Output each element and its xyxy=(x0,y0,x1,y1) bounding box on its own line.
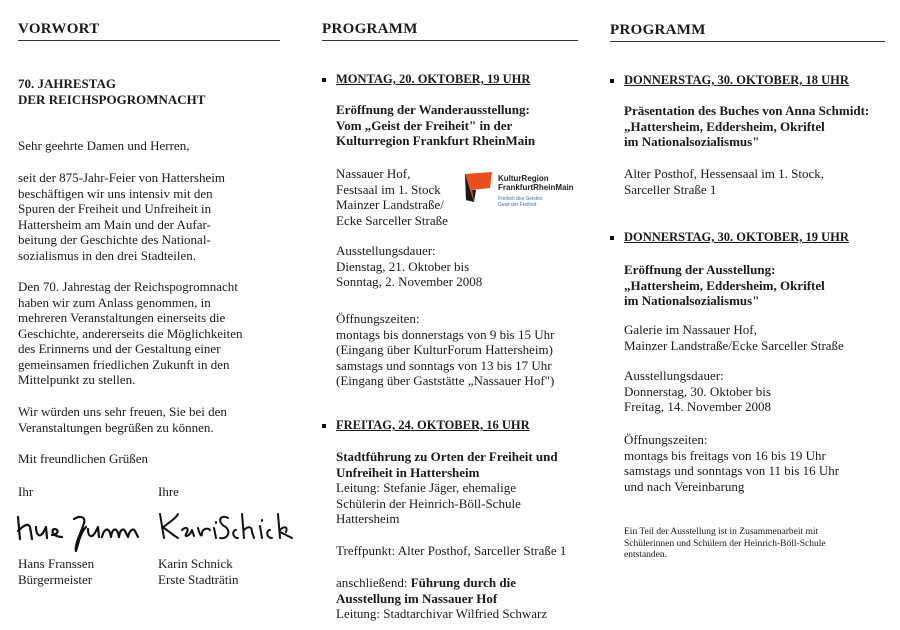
event-title xyxy=(624,262,886,309)
logo-tag2: Geist der Freiheit xyxy=(498,202,537,208)
heading-line: 70. JAHRESTAG xyxy=(18,76,116,91)
text-line: (Eingang über Gaststätte „Nassauer Hof") xyxy=(336,373,555,388)
signature-schnick xyxy=(156,508,296,548)
text-line: Eröffnung der Wanderausstellung: xyxy=(336,102,530,117)
text-line: Unfreiheit in Hattersheim xyxy=(336,464,480,480)
event-heading-donnerstag-18 xyxy=(610,73,849,88)
flag-icon xyxy=(462,170,496,204)
text-line: Hattersheim xyxy=(336,511,400,526)
logo-line1: KulturRegion xyxy=(498,174,549,183)
text-line: Sarceller Straße 1 xyxy=(624,181,717,197)
text-line: „Hattersheim, Eddersheim, Okriftel xyxy=(624,118,825,134)
text-line: und nach Vereinbarung xyxy=(624,478,745,494)
text-line: samstags und sonntags von 13 bis 17 Uhr xyxy=(336,357,552,373)
text-line: Alter Posthof, Hessensaal im 1. Stock, xyxy=(624,166,825,181)
greeting: Sehr geehrte Damen und Herren, xyxy=(18,138,190,153)
text-line: Öffnungszeiten: xyxy=(624,432,708,447)
event-heading-montag xyxy=(322,72,530,87)
event-title xyxy=(336,449,586,480)
event-duration xyxy=(336,243,482,290)
heading-jahrestag xyxy=(18,76,205,107)
signer2-name: Karin Schnick xyxy=(158,556,233,571)
column-title: PROGRAMM xyxy=(322,21,418,37)
text-line: Galerie im Nassauer Hof, xyxy=(624,322,757,337)
text-line: entstanden. xyxy=(624,550,668,560)
event-meeting-point: Treffpunkt: Alter Posthof, Sarceller Straße 1 xyxy=(336,543,567,558)
event-venue xyxy=(624,166,886,197)
text-line: seit der 875-Jahr-Feier von Hattersheim xyxy=(18,170,225,185)
header-rule xyxy=(610,41,885,42)
followup-title-2: Ausstellung im Nassauer Hof xyxy=(336,590,498,606)
text-line: Ein Teil der Ausstellung ist in Zusammenarbeit mit xyxy=(624,527,819,537)
text-line: Mittelpunkt zu stellen. xyxy=(18,372,136,387)
text-line: Vom „Geist der Freiheit" in der xyxy=(336,117,513,133)
event-date: MONTAG, 20. OKTOBER, 19 UHR xyxy=(336,72,531,86)
followup-lead: Leitung: Stadtarchivar Wilfried Schwarz xyxy=(336,606,548,621)
text-line: Kulturregion Frankfurt RheinMain xyxy=(336,133,536,148)
header-rule xyxy=(18,40,280,41)
event-followup xyxy=(336,575,586,622)
text-line: Spuren der Freiheit und Unfreiheit in xyxy=(18,201,212,216)
logo-tagline xyxy=(498,196,542,208)
event-venue xyxy=(624,322,886,353)
event-date: DONNERSTAG, 30. OKTOBER, 19 UHR xyxy=(624,230,849,244)
event-date: FREITAG, 24. OKTOBER, 16 UHR xyxy=(336,418,530,432)
event-heading-donnerstag-19 xyxy=(610,230,849,245)
text-line: gemeinsamen friedlichen Zukunft in den xyxy=(18,356,230,372)
text-line: mehreren Veranstaltungen einerseits die xyxy=(18,310,226,325)
text-line: Ausstellungsdauer: xyxy=(336,243,436,258)
event-title xyxy=(624,103,886,150)
text-line: Stadtführung zu Orten der Freiheit und xyxy=(336,449,558,464)
text-line: montags bis donnerstags von 9 bis 15 Uhr xyxy=(336,326,555,342)
text-line: Dienstag, 21. Oktober bis xyxy=(336,258,470,274)
signer1-prefix: Ihr xyxy=(18,484,34,499)
text-line: Geschichte, andererseits die Möglichkeiten xyxy=(18,325,243,341)
paragraph-intro xyxy=(18,170,225,263)
text-line: sozialismus in den drei Stadteilen. xyxy=(18,247,196,263)
event-date: DONNERSTAG, 30. OKTOBER, 18 UHR xyxy=(624,73,849,87)
signer2-role: Erste Stadträtin xyxy=(158,571,239,587)
text-line: Hattersheim am Main und der Aufar- xyxy=(18,216,211,232)
text-line: Freitag, 14. November 2008 xyxy=(624,399,771,414)
column-title: VORWORT xyxy=(18,21,100,37)
header-rule xyxy=(322,40,578,41)
text-line: Schülerin der Heinrich-Böll-Schule xyxy=(336,495,521,511)
text-line: Wir würden uns sehr freuen, Sie bei den xyxy=(18,404,227,419)
signer1-name: Hans Franssen xyxy=(18,556,95,571)
text-line: Sonntag, 2. November 2008 xyxy=(336,274,483,289)
paragraph-einladung xyxy=(18,404,227,435)
text-line: Den 70. Jahrestag der Reichspogromnacht xyxy=(18,279,238,294)
text-line: Mainzer Landstraße/ xyxy=(336,197,444,212)
heading-line: DER REICHSPOGROMNACHT xyxy=(18,91,206,107)
text-line: haben wir zum Anlass genommen, in xyxy=(18,294,211,310)
event-hours xyxy=(336,311,586,389)
text-line: Präsentation des Buches von Anna Schmidt: xyxy=(624,103,870,118)
text-line: beitung der Geschichte des National- xyxy=(18,232,211,247)
logo-wordmark xyxy=(498,174,574,192)
text-line: Ecke Sarceller Straße xyxy=(336,212,448,228)
text-line: samstags und sonntags von 11 bis 16 Uhr xyxy=(624,463,840,478)
paragraph-anlass xyxy=(18,279,243,388)
bullet-square-icon xyxy=(610,236,614,240)
text-line: Öffnungszeiten: xyxy=(336,311,420,326)
kulturregion-logo xyxy=(462,168,572,234)
signer2-prefix: Ihre xyxy=(158,484,179,499)
bullet-square-icon xyxy=(610,79,614,83)
signer2-block xyxy=(158,556,239,587)
signer1-role: Bürgermeister xyxy=(18,571,93,587)
logo-tag1: Freiheit des Geistes xyxy=(498,196,543,202)
text-line: Leitung: Stefanie Jäger, ehemalige xyxy=(336,480,516,495)
text-line: Ausstellungsdauer: xyxy=(624,368,724,383)
text-line: Eröffnung der Ausstellung: xyxy=(624,262,776,277)
followup-prefix: anschließend: xyxy=(336,575,411,590)
text-line: Mainzer Landstraße/Ecke Sarceller Straße xyxy=(624,337,844,353)
column-title: PROGRAMM xyxy=(610,22,706,38)
event-heading-freitag xyxy=(322,418,530,433)
section-header-programm xyxy=(322,21,578,41)
text-line: Schülerinnen und Schülern der Heinrich-Böll-Schule xyxy=(624,538,826,549)
bullet-square-icon xyxy=(322,78,326,82)
text-line: im Nationalsozialismus" xyxy=(624,293,760,308)
event-hours xyxy=(624,432,886,494)
text-line: beschäftigen wir uns intensiv mit den xyxy=(18,185,213,201)
logo-line2: FrankfurtRheinMain xyxy=(498,183,574,192)
followup-title-1: Führung durch die xyxy=(410,575,516,590)
event-venue xyxy=(336,166,448,228)
signature-franssen xyxy=(14,505,149,555)
text-line: im Nationalsozialismus" xyxy=(624,134,760,149)
text-line: Nassauer Hof, xyxy=(336,166,411,181)
event-lead xyxy=(336,480,521,527)
event-title xyxy=(336,102,535,149)
text-line: Festsaal im 1. Stock xyxy=(336,181,441,197)
text-line: Donnerstag, 30. Oktober bis xyxy=(624,383,771,399)
bullet-square-icon xyxy=(322,424,326,428)
closing: Mit freundlichen Grüßen xyxy=(18,451,148,466)
text-line: „Hattersheim, Eddersheim, Okriftel xyxy=(624,277,825,293)
signer1-block xyxy=(18,556,94,587)
text-line: Veranstaltungen begrüßen zu können. xyxy=(18,419,214,435)
event-duration xyxy=(624,368,771,415)
cooperation-note xyxy=(624,527,886,562)
text-line: montags bis freitags von 16 bis 19 Uhr xyxy=(624,447,826,463)
section-header-programm xyxy=(610,22,885,42)
text-line: des Erinnerns und der Gestaltung einer xyxy=(18,341,221,356)
text-line: (Eingang über KulturForum Hattersheim) xyxy=(336,342,553,357)
section-header-vorwort xyxy=(18,21,280,41)
